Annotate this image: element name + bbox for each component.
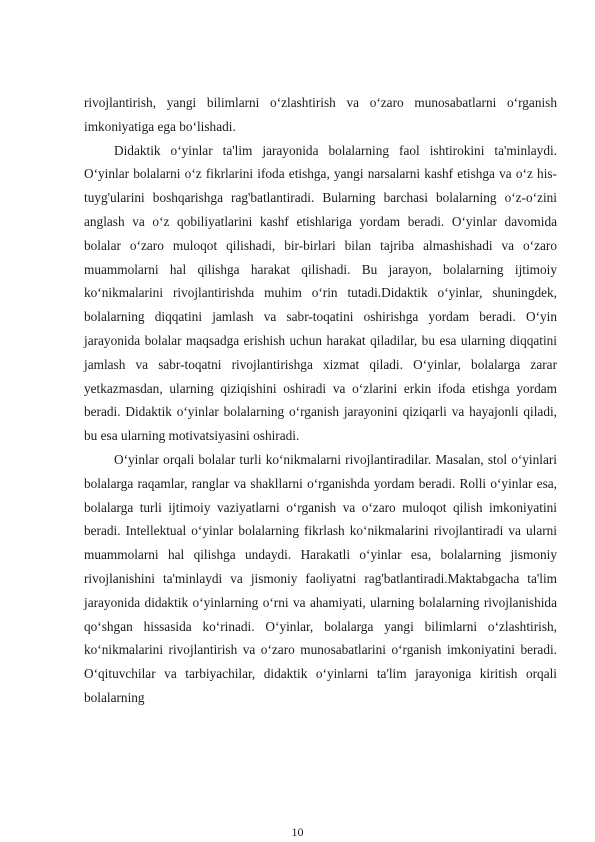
page-body <box>84 91 557 710</box>
paragraph-game-skills: O‘yinlar orqali bolalar turli ko‘nikmalarni rivojlantiradilar. Masalan, stol o‘yinlari bolalarga raqamlar, ranglar va shakllarni o‘rganishda yordam beradi. Rolli o‘yinlar esa, bolalarga turli ijtimoiy vaziyatlarni o‘rganish va o‘zaro muloqot qilish imkoniyatini beradi. Intellektual o‘yinlar bolalarning fikrlash ko‘nikmalarini rivojlantiradi va ularni muammolarni hal qilishga undaydi. Harakatli o‘yinlar esa, bolalarning jismoniy rivojlanishini ta'minlaydi va jismoniy faoliyatni rag'batlantiradi.Maktabgacha ta'lim jarayonida didaktik o‘yinlarning o‘rni va ahamiyati, ularning bolalarning rivojlanishida qo‘shgan hissasida ko‘rinadi. O‘yinlar, bolalarga yangi bilimlarni o‘zlashtirish, ko‘nikmalarini rivojlantirish va o‘zaro munosabatlarini o‘rganish imkoniyatini beradi. O‘qituvchilar va tarbiyachilar, didaktik o‘yinlarni ta'lim jarayoniga kiritish orqali bolalarning <box>84 451 557 705</box>
paragraph-continuation: rivojlantirish, yangi bilimlarni o‘zlashtirish va o‘zaro munosabatlarni o‘rganish imkoniyatiga ega bo‘lishadi. <box>84 95 557 134</box>
paragraph-didactic-games: Didaktik o‘yinlar ta'lim jarayonida bolalarning faol ishtirokini ta'minlaydi. O‘yinlar bolalarni o‘z fikrlarini ifoda etishga, yangi narsalarni kashf etishga va o‘z his-tuyg'ularini boshqarishga rag'batlantiradi. Bularning barchasi bolalarning o‘z-o‘zini anglash va o‘z qobiliyatlarini kashf etishlariga yordam beradi. O‘yinlar davomida bolalar o‘zaro muloqot qilishadi, bir-birlari bilan tajriba almashishadi va o‘zaro muammolarni hal qilishga harakat qilishadi. Bu jarayon, bolalarning ijtimoiy ko‘nikmalarini rivojlantirishda muhim o‘rin tutadi.Didaktik o‘yinlar, shuningdek, bolalarning diqqatini jamlash va sabr-toqatini oshirishga yordam beradi. O‘yin jarayonida bolalar maqsadga erishish uchun harakat qiladilar, bu esa ularning diqqatini jamlash va sabr-toqatni rivojlantirishga xizmat qiladi. O‘yinlar, bolalarga zarar yetkazmasdan, ularning qiziqishini oshiradi va o‘zlarini erkin ifoda etishga yordam beradi. Didaktik o‘yinlar bolalarning o‘rganish jarayonini qiziqarli va hayajonli qiladi, bu esa ularning motivatsiyasini oshiradi. <box>84 142 557 444</box>
page-number: 10 <box>291 825 304 839</box>
